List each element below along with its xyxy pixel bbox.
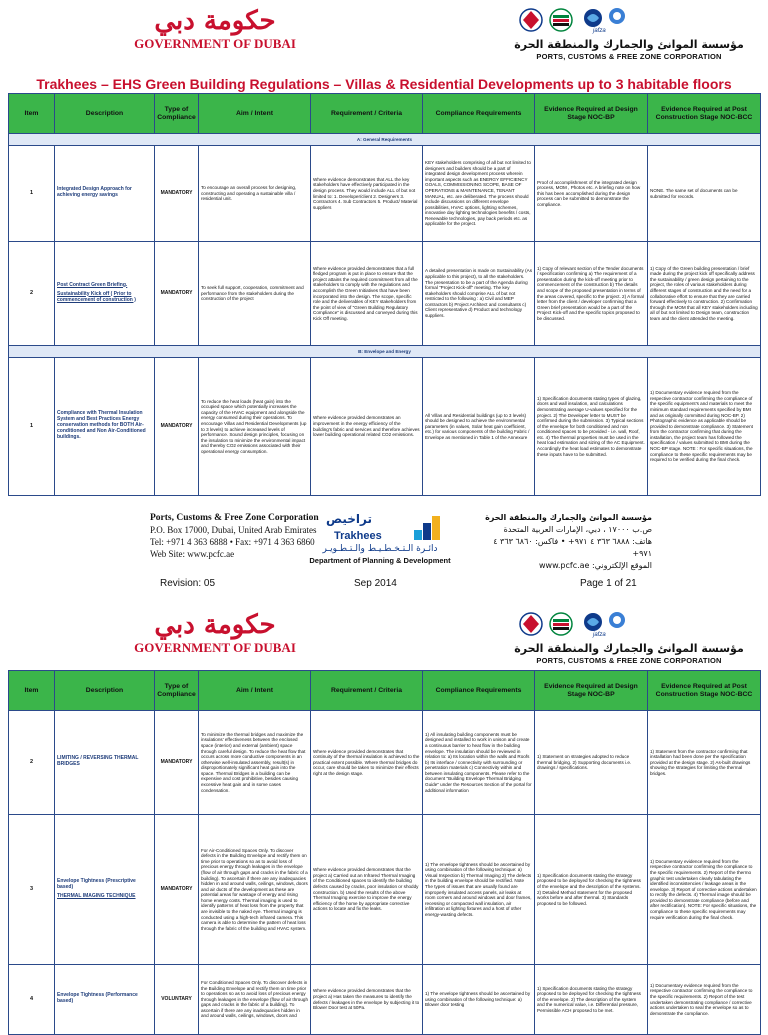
item-number-cell: 2	[9, 242, 55, 346]
description-cell	[55, 815, 155, 965]
aim-cell: To minimize the thermal bridges and maximize the insulations' effectiveness between the enclosed space (interior) and external (ambient) space through careful design. To reduce the heat flow that occurs across more conductive components in an otherwise well-insulated assembly, result(s) in disproportionately significant heat gain into the space. Thermal Bridges in a building can be expensive and cost prohibitive, besides causing excessive heat gain and in some cases condensation.	[199, 711, 311, 815]
table-row	[9, 242, 761, 346]
col-header-type: Type of Compliance	[155, 671, 199, 711]
compliance-type-cell: MANDATORY	[155, 242, 199, 346]
footer-address-arabic: ص.ب ١٧٠٠٠ ، دبي، الإمارات العربية المتحدة	[503, 525, 652, 534]
description-cell	[55, 242, 155, 346]
footer-phone-arabic: هاتف: ٦٨٨٨ ٣٦٣ ٤ ٩٧١+ • فاكس: ٦٨٦٠ ٣٦٣ ٤ ٩٧١+	[493, 537, 652, 558]
col-header-type: Type of Compliance	[155, 94, 199, 134]
revision-line	[0, 578, 768, 592]
item-number-cell: 3	[9, 815, 55, 965]
description-line: THERMAL IMAGING TECHNIQUE	[57, 892, 136, 899]
trakhees-english: Trakhees	[334, 530, 382, 542]
dubai-calligraphy: حكومة دبي	[154, 610, 276, 640]
evidence-design-cell: 1) Statement on strategies adopted to reduce thermal bridging. 2) Supporting documents i.e. drawings / specifications.	[535, 711, 648, 815]
pcfz-english-name: PORTS, CUSTOMS & FREE ZONE CORPORATION	[536, 656, 722, 665]
section-title: B: Envelope and Energy	[9, 346, 761, 358]
requirement-cell: Where evidence provided demonstrates that continuity of the thermal insulation is achieved to the practical extent possible. Where thermal bridges do occur, care should be taken to minimize their effects right at the design stage.	[311, 711, 423, 815]
department-english: Department of Planning & Development	[309, 556, 451, 565]
table-header-row	[9, 94, 761, 134]
pcfz-emblems-icon	[519, 6, 629, 36]
col-header-item: Item	[9, 671, 55, 711]
table-row	[9, 358, 761, 496]
table-row	[9, 965, 761, 1035]
page-number: Page 1 of 21	[580, 578, 637, 589]
pcfz-logo	[505, 610, 745, 668]
description-line: LIMITING / REVERSING THERMAL BRIDGES	[57, 755, 139, 767]
requirement-cell: Where evidence provided demonstrates that the project a) Has taken the measures to identify the defects / leakages in the envelope by subjecting it to Blower Door test at 50Pa.	[311, 965, 423, 1035]
table-row	[9, 146, 761, 242]
col-header-evidence-design: Evidence Required at Design Stage NOC-BP	[535, 671, 648, 711]
description-line: Compliance with Thermal Insulation System and Best Practices Energy conservation methods for BOTH Air-conditioned and Non Air-Conditioned buildings.	[57, 410, 146, 440]
evidence-post-cell: 1) Documentary evidence required from the respective contractor confirming the compliance of the specific equipment's and materials to meet the minimum standard requirements specified by BMI and as originally committed during NOC-BP. 2) Photographic evidence as applicable should be provided to demonstrate compliance. 3) Statement from the contractor confirming that during the installation, the project team has followed the specification / values submitted to BMI during the NOC-BP stage. NOTE : For specific situations, the compliance to these specific requirements may be required to be verified during the final check.	[648, 358, 761, 496]
compliance-requirements-cell: KEY stakeholders comprising of all but not limited to designers and builders should be a part of integrated design development process wherein important aspects such as ENERGY EFFICIENCY GOALS, COMMISSIONING SCOPE, BASE OF OPERATIONS & MAINTENANCE, TENANT MANUAL, etc. are deliberated. The process should include discussions on different envelope possibilities, HVAC options, lighting schemes, innovative day lighting technologies benefits / costs, Renewable technologies, pay back periods etc. as applicable for the project.	[423, 146, 535, 242]
section-row-general	[9, 134, 761, 146]
government-of-dubai-text: GOVERNMENT OF DUBAI	[134, 640, 296, 655]
table-row	[9, 711, 761, 815]
regulations-table	[8, 670, 761, 1035]
pcfz-logo	[505, 6, 745, 64]
compliance-requirements-cell: 1) The envelope tightness should be ascertained by using combination of the following technique: a) Visual Inspection b) Thermal Imaging 2) The defects in the building envelope should be rectified. Note The types of issues that are usually found are improperly insulated access panels, air leaks at room corners and around windows and door frames, recessing or compacted wall insulation, air infiltration at lighting fixtures and a host of other energy-wasting defects.	[423, 815, 535, 965]
col-header-aim: Aim / Intent	[199, 94, 311, 134]
description-line: Sustainability Kick off ( Prior to commencement of construction )	[57, 290, 136, 303]
compliance-type-cell: MANDATORY	[155, 146, 199, 242]
pcfz-arabic-name: مؤسسة الموانئ والجمارك والمنطقة الحرة	[514, 38, 744, 51]
col-header-requirement: Requirement / Criteria	[311, 94, 423, 134]
col-header-evidence-post: Evidence Required at Post Construction Stage NOC-BCC	[648, 94, 761, 134]
description-cell	[55, 146, 155, 242]
requirement-cell: Where evidence provided demonstrates an improvement in the energy efficiency of the building's fabric and services and therefore achieves lower building operational related CO2 emissions.	[311, 358, 423, 496]
item-number-cell: 1	[9, 358, 55, 496]
compliance-type-cell: MANDATORY	[155, 815, 199, 965]
compliance-requirements-cell: All Villas and Residential buildings (up to 3 levels) should be designed to achieve the environmental parameters (in values, Solar heat gain coefficient, etc.) for various components of the building Fabric / Envelope as mentioned in Table 1 of the Annexure	[423, 358, 535, 496]
dubai-calligraphy: حكومة دبي	[154, 6, 276, 36]
compliance-requirements-cell: A detailed presentation is made on Sustainability (As applicable to this project), to all the stakeholders. The presentation to be a part of the Agenda during formal "Project Kick-off" meeting. The key stakeholders should comprise ALL of but not restricted to the following : a) Civil and MEP contractors b) Project Architect and consultants c) Client representative d) Product and technology suppliers.	[423, 242, 535, 346]
revision-number: Revision: 05	[160, 578, 216, 589]
trakhees-emblem-icon	[412, 512, 442, 542]
requirement-cell: Where evidence provided demonstrates that a full fledged program is put in place to ensure that the project attains the required commitment from all the stakeholders to comply with the regulations and accomplish the Green Initiatives that have been incorporated into the design. The scope, specific role and the deliverables of KEY stakeholders from the point of view of "Green Building Regulatory Compliance" is discussed and conveyed during this Kick Off meeting.	[311, 242, 423, 346]
table-header-row	[9, 671, 761, 711]
aim-cell: For Air-Conditioned Spaces Only. To discover defects in the Building Envelope and rectify them on time prior to operations so as to avoid loss of precious energy through leakages in the envelope (flow of air through gaps and cracks in the fabric of a building). To ascertain if there are any inadequacies hidden in and around walls, ceilings, windows, doors and air ducts of the development as these are potential areas for wastage of energy and rising home energy costs. Thermal imaging is used to identify patterns of heat loss from the property that are invisible to the naked eye. Thermal imaging is conducted using a high-tech infrared camera. This camera is able to determine the pattern of heat loss through the fabric of the building and HVAC system.	[199, 815, 311, 965]
col-header-requirement: Requirement / Criteria	[311, 671, 423, 711]
description-cell	[55, 711, 155, 815]
evidence-post-cell: NONE. The same set of documents can be submitted for records.	[648, 146, 761, 242]
col-header-item: Item	[9, 94, 55, 134]
page-footer	[0, 506, 768, 600]
footer-org-name: Ports, Customs & Free Zone Corporation	[150, 513, 319, 523]
description-cell	[55, 358, 155, 496]
page-header	[0, 604, 768, 678]
table-row	[9, 815, 761, 965]
item-number-cell: 1	[9, 146, 55, 242]
trakhees-logo	[300, 510, 460, 570]
footer-address: P.O. Box 17000, Dubai, United Arab Emirates	[150, 525, 317, 535]
description-line: Envelope Tightness (Performance based)	[57, 992, 138, 1004]
description-line: Integrated Design Approach for achieving energy savings	[57, 186, 132, 198]
col-header-compliance: Compliance Requirements	[423, 94, 535, 134]
document-page-2	[0, 600, 768, 1024]
evidence-post-cell: 1) Statement from the contractor confirming that installation had been done per the specification provided at the design stage. 2) As-built drawings showing the strategies for limiting the thermal bridges.	[648, 711, 761, 815]
trakhees-arabic: تراخيص	[326, 512, 373, 526]
compliance-requirements-cell: 1) The envelope tightness should be ascertained by using combination of the following technique: a) Blower door testing	[423, 965, 535, 1035]
item-number-cell: 2	[9, 711, 55, 815]
document-title: Trakhees – EHS Green Building Regulations – Villas & Residential Developments up to 3 habitable floors	[36, 76, 732, 92]
government-of-dubai-logo	[130, 6, 300, 52]
footer-website: Web Site: www.pcfc.ae	[150, 549, 235, 559]
jafza-label: jafza	[593, 28, 606, 34]
footer-contact-arabic	[476, 512, 652, 572]
compliance-type-cell: MANDATORY	[155, 358, 199, 496]
col-header-evidence-post: Evidence Required at Post Construction Stage NOC-BCC	[648, 671, 761, 711]
footer-org-name-arabic: مؤسسة الموانئ والجمارك والمنطقة الحرة	[485, 513, 652, 522]
evidence-post-cell: 1) Documentary evidence required from the respective contractor confirming the compliance to the specific requirements. 2) Report of the test undertaken demonstrating compliance / corrective actions undertaken to seal the envelope so as to demonstrate the compliance.	[648, 965, 761, 1035]
aim-cell: For Conditioned Spaces Only. To discover defects in the Building Envelope and rectify them on time prior to operations so as to avoid loss of precious energy through leakages in the envelope (flow of air through gaps and cracks in the fabric of a building). To ascertain if there are any inadequacies hidden in and around walls, ceilings, windows, doors and	[199, 965, 311, 1035]
description-cell	[55, 965, 155, 1035]
footer-website-arabic: الموقع الإلكتروني: www.pcfc.ae	[538, 561, 652, 570]
evidence-design-cell: 1) Specification documents stating the strategy proposed to be deployed for checking the tightness of the envelope and the description of the systems. 2) Detailed Method statement for the proposed works before and after thermal. 3) Standards proposed to be followed.	[535, 815, 648, 965]
pcfz-emblems-icon	[519, 610, 629, 640]
aim-cell: To encourage an overall process for designing, constructing and operating a sustainable villa / residential unit.	[199, 146, 311, 242]
compliance-type-cell: VOLUNTARY	[155, 965, 199, 1035]
col-header-evidence-design: Evidence Required at Design Stage NOC-BP	[535, 94, 648, 134]
aim-cell: To seek full support, cooperation, commitment and performance from the stakeholders during the construction of the project	[199, 242, 311, 346]
requirement-cell: Where evidence provided demonstrates that the project a) Carried out an Infrared Thermal Imaging of the Conditioned spaces to identify the building defects caused by cracks, poor insulation or shoddy construction. b) Used the results of the above Thermal Imaging exercise to improve the energy efficiency of the home by appropriate corrective actions to locate and fix the leaks.	[311, 815, 423, 965]
compliance-requirements-cell: 1) All insulating building components must be designed and installed to work in unison and create a continuous barrier to heat flow in the building envelope. The insulation should be reviewed in relation to: a) Its location within the walls and Roofs b) Its interface / connectivity with surrounding or penetration materials c) Connectivity within and between insulating components. Please refer to the document "Building Envelope Thermal Bridging Guide" under the Resources Section of the portal for additional information	[423, 711, 535, 815]
section-row-envelope	[9, 346, 761, 358]
col-header-aim: Aim / Intent	[199, 671, 311, 711]
page-header	[0, 0, 768, 68]
col-header-description: Description	[55, 671, 155, 711]
col-header-compliance: Compliance Requirements	[423, 671, 535, 711]
jafza-label: jafza	[593, 632, 606, 638]
government-of-dubai-text: GOVERNMENT OF DUBAI	[134, 36, 296, 51]
evidence-design-cell: 1) Specification documents stating types of glazing, doors and wall insulation, and calculations demonstrating average U-values specified for the project. 2) The Developer letter to MUST be confirmed during the submission. 3) Typical sections of the envelope for both conditioned and non conditioned spaces to be provided - i.e. wall, Roof, etc. 4) The thermal properties must be used in the heat load estimation and sizing of the AC Equipment. Accordingly the heat load estimates to demonstrate these inputs have to be submitted.	[535, 358, 648, 496]
evidence-design-cell: 1) Specification documents stating the strategy proposed to be deployed for checking the tightness of the envelope. 2) The description of the system and the numerical value, i.e. Differential pressure, Permissible ACH proposed to be met.	[535, 965, 648, 1035]
item-number-cell: 4	[9, 965, 55, 1035]
description-line: Post Contract Green Briefing.	[57, 281, 128, 288]
government-of-dubai-logo	[130, 610, 300, 656]
aim-cell: To reduce the heat loads (heat gain) into the occupied space which potentially increases the capacity of the HVAC equipment and alongside the energy consumed during their operations. To encourage Villas and Residential Developments (up to 3 levels) to achieve increased levels of performance. Sound design principles, focusing on the insulation to minimize the environmental impact and thereby CO2 emissions associated with their operational energy consumption.	[199, 358, 311, 496]
evidence-post-cell: 1) Documentary evidence required from the respective contractor confirming the compliance to the specific requirements. 2) Report of the thermo graphic test undertaken clearly tabulating the identified inconsistencies / leakage areas in the envelope. 3) Report of corrective actions undertaken to rectify the defects. 4) Thermal image should be provided to demonstrate compliance (before and after rectification). NOTE: For specific situations, the compliance to these specific requirements may require verification during the final check.	[648, 815, 761, 965]
pcfz-english-name: PORTS, CUSTOMS & FREE ZONE CORPORATION	[536, 52, 722, 61]
section-title: A: General Requirements	[9, 134, 761, 146]
pcfz-arabic-name: مؤسسة الموانئ والجمارك والمنطقة الحرة	[514, 642, 744, 655]
evidence-post-cell: 1) Copy of the Green building presentation / brief made during the project kick off specifically address the sustainability / green design pertaining to the project, the roles of various stakeholders during different stages of construction and the need for a collaborative effort to ensure that they are carried forward effectively to construction. 2) Confirmation through the MOM that all KEY stakeholders including all of but not limited to Design team, construction team and the client attended the meeting.	[648, 242, 761, 346]
department-arabic: دائـرة الـتـخـطـيـط والـتـطـويـر	[322, 544, 438, 554]
evidence-design-cell: 1) Copy of relevant section of the Tender documents / specification confirming a) The requirement of a presentation during the kick-off meeting prior to commencement of the construction b) The details and scope of the proposed presentation in terms of the areas covered, specific to the project. 2) A formal letter from the client / developer confirming that a Green brief presentation would be a part of the Project Kick-off and the specific topics proposed to be discussed.	[535, 242, 648, 346]
footer-contact-english	[150, 512, 319, 560]
col-header-description: Description	[55, 94, 155, 134]
evidence-design-cell: Proof of accomplishment of the integrated design process, MOM , Photos etc. A briefing note on how this has been accomplished during the design process can be submitted to demonstrate the compliance.	[535, 146, 648, 242]
description-line: Envelope Tightness (Prescriptive based)	[57, 877, 136, 890]
requirement-cell: Where evidence demonstrates that ALL the key stakeholders have effectively participated in the design process. They would include ALL of but not limited to: 1. Developer/client 2. Designers 3. Contractors 4. Sub Contractors 5. Product/ Material suppliers	[311, 146, 423, 242]
footer-phone: Tel: +971 4 363 6888 • Fax: +971 4 363 6860	[150, 537, 315, 547]
revision-date: Sep 2014	[354, 578, 397, 589]
regulations-table	[8, 93, 761, 496]
compliance-type-cell: MANDATORY	[155, 711, 199, 815]
